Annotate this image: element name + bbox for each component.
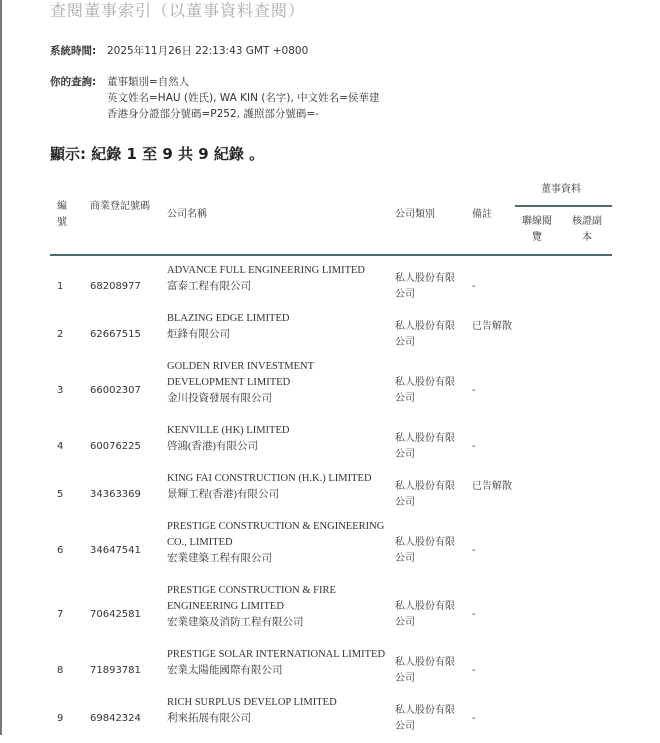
- table-row: [50, 423, 612, 471]
- row-company-name: [167, 263, 387, 295]
- table-row: [50, 359, 612, 423]
- row-no: 6: [57, 545, 64, 556]
- row-company-name: [167, 423, 387, 455]
- company-name-en: GOLDEN RIVER INVESTMENT DEVELOPMENT LIMITED: [167, 361, 314, 388]
- company-name-en: BLAZING EDGE LIMITED: [167, 313, 290, 324]
- row-no: 7: [57, 609, 64, 620]
- table-row: [50, 519, 612, 583]
- header-divider: [50, 254, 612, 256]
- company-name-zh: 景輝工程(香港)有限公司: [167, 489, 279, 500]
- row-company-name: [167, 519, 387, 567]
- row-company-name: [167, 359, 387, 407]
- header-no: 編號: [57, 201, 67, 228]
- row-company-type: 私人股份有限公司: [395, 481, 455, 508]
- row-no: 3: [57, 385, 64, 396]
- system-time-value: 2025年11月26日 22:13:43 GMT +0800: [107, 45, 309, 57]
- row-remarks: -: [472, 713, 476, 724]
- row-no: 8: [57, 665, 64, 676]
- company-name-zh: 利來拓展有限公司: [167, 713, 251, 724]
- header-remarks: 備註: [472, 209, 492, 220]
- table-row: [50, 647, 612, 695]
- row-no: 4: [57, 441, 64, 452]
- company-name-en: RICH SURPLUS DEVELOP LIMITED: [167, 697, 337, 708]
- row-no: 2: [57, 329, 64, 340]
- row-reg-no: 34363369: [90, 489, 141, 500]
- row-remarks: -: [472, 385, 476, 396]
- header-company-type: 公司類別: [395, 209, 435, 220]
- company-name-zh: 炬鋒有限公司: [167, 329, 230, 340]
- table-row: [50, 311, 612, 359]
- row-no: 5: [57, 489, 64, 500]
- row-reg-no: 69842324: [90, 713, 141, 724]
- row-company-type: 私人股份有限公司: [395, 273, 455, 300]
- row-company-type: 私人股份有限公司: [395, 433, 455, 460]
- header-reg-no: 商業登記號碼: [90, 201, 150, 212]
- header-certified-copy: 核證副本: [572, 216, 602, 243]
- row-remarks: 已告解散: [472, 481, 512, 492]
- row-company-name: [167, 311, 387, 343]
- row-company-name: [167, 471, 387, 503]
- row-company-type: 私人股份有限公司: [395, 657, 455, 684]
- row-company-type: 私人股份有限公司: [395, 705, 455, 732]
- row-no: 1: [57, 281, 64, 292]
- row-company-name: [167, 695, 387, 727]
- row-reg-no: 62667515: [90, 329, 141, 340]
- row-remarks: -: [472, 441, 476, 452]
- page-left-border: [0, 0, 2, 735]
- query-line: 香港身分證部分號碼=P252, 護照部分號碼=-: [107, 108, 319, 120]
- company-name-en: ADVANCE FULL ENGINEERING LIMITED: [167, 265, 366, 276]
- system-time-label: 系統時間:: [50, 45, 97, 57]
- company-name-zh: 金川投資發展有限公司: [167, 393, 272, 404]
- company-name-zh: 啓鴻(香港)有限公司: [167, 441, 258, 452]
- row-no: 9: [57, 713, 64, 724]
- company-name-en: KENVILLE (HK) LIMITED: [167, 425, 290, 436]
- row-reg-no: 60076225: [90, 441, 141, 452]
- company-name-en: PRESTIGE CONSTRUCTION & FIRE ENGINEERING LIMITED: [167, 585, 336, 612]
- table-row: [50, 263, 612, 311]
- row-company-type: 私人股份有限公司: [395, 537, 455, 564]
- company-name-zh: 宏業建築及消防工程有限公司: [167, 617, 304, 628]
- row-reg-no: 66002307: [90, 385, 141, 396]
- row-remarks: -: [472, 545, 476, 556]
- query-line: 英文姓名=HAU (姓氏), WA KIN (名字), 中文姓名=侯華建: [107, 92, 380, 104]
- header-director-info: 董事資料: [541, 184, 581, 195]
- row-company-type: 私人股份有限公司: [395, 321, 455, 348]
- table-row: [50, 695, 612, 743]
- row-company-name: [167, 583, 387, 631]
- row-remarks: -: [472, 609, 476, 620]
- table-row: [50, 471, 612, 519]
- company-name-en: KING FAI CONSTRUCTION (H.K.) LIMITED: [167, 473, 372, 484]
- header-online-view: 聯線閱覽: [522, 216, 552, 243]
- records-summary: 顯示: 紀錄 1 至 9 共 9 紀錄 。: [50, 145, 265, 163]
- row-company-type: 私人股份有限公司: [395, 601, 455, 628]
- company-name-en: PRESTIGE SOLAR INTERNATIONAL LIMITED: [167, 649, 386, 660]
- company-name-zh: 富泰工程有限公司: [167, 281, 251, 292]
- query-line: 董事類別=自然人: [107, 76, 190, 88]
- row-remarks: -: [472, 281, 476, 292]
- row-company-name: [167, 647, 387, 679]
- company-name-en: PRESTIGE CONSTRUCTION & ENGINEERING CO., LIMITED: [167, 521, 385, 548]
- table-row: [50, 583, 612, 647]
- subheader-divider: [515, 205, 612, 207]
- row-remarks: -: [472, 665, 476, 676]
- company-name-zh: 宏業太陽能國際有限公司: [167, 665, 283, 676]
- row-reg-no: 34647541: [90, 545, 141, 556]
- header-company-name: 公司名稱: [167, 209, 207, 220]
- row-reg-no: 71893781: [90, 665, 141, 676]
- row-remarks: 已告解散: [472, 321, 512, 332]
- row-company-type: 私人股份有限公司: [395, 377, 455, 404]
- page-title: 查閱董事索引（以董事資料查閱）: [50, 1, 306, 20]
- row-reg-no: 70642581: [90, 609, 141, 620]
- row-reg-no: 68208977: [90, 281, 141, 292]
- query-label: 你的查詢:: [50, 76, 97, 88]
- company-name-zh: 宏業建築工程有限公司: [167, 553, 272, 564]
